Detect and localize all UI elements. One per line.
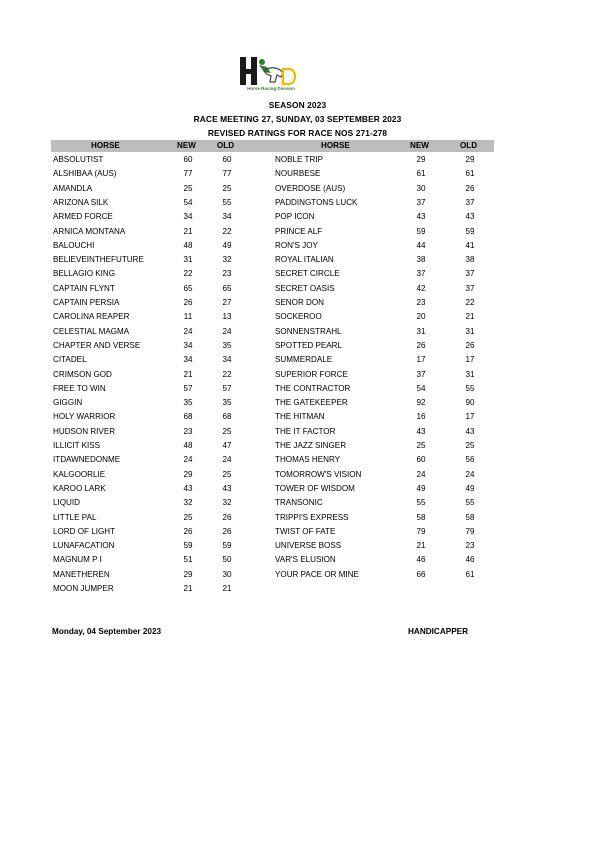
new-rating: 21 — [183, 369, 193, 379]
new-rating: 29 — [183, 469, 193, 479]
horse-name: SUMMERDALE — [275, 355, 333, 365]
old-rating: 22 — [222, 226, 232, 236]
new-rating: 24 — [416, 469, 426, 479]
new-rating: 38 — [416, 255, 426, 265]
table-row — [51, 155, 494, 169]
horse-name: SOCKEROO — [275, 312, 322, 322]
table-row — [51, 584, 494, 598]
horse-name: SONNENSTRAHL — [275, 326, 342, 336]
horse-name: LITTLE PAL — [53, 512, 97, 522]
old-rating: 55 — [465, 383, 475, 393]
new-rating: 51 — [183, 555, 193, 565]
old-rating: 43 — [465, 426, 475, 436]
table-row — [51, 455, 494, 469]
new-rating: 26 — [183, 298, 193, 307]
table-row — [51, 198, 494, 212]
season-heading: SEASON 2023 — [268, 100, 327, 110]
table-row — [51, 241, 494, 255]
new-rating: 35 — [183, 398, 193, 408]
new-rating: 26 — [183, 526, 193, 536]
table-row — [51, 169, 494, 183]
col-new-right: NEW — [410, 141, 429, 150]
old-rating: 41 — [465, 240, 475, 250]
col-new-left: NEW — [177, 141, 196, 150]
horse-name: CHAPTER AND VERSE — [53, 340, 141, 350]
new-rating: 23 — [183, 426, 193, 436]
table-row — [51, 527, 494, 541]
old-rating: 24 — [222, 455, 232, 465]
horse-name: HUDSON RIVER — [53, 426, 116, 436]
horse-name: MOON JUMPER — [53, 584, 114, 593]
table-row — [51, 370, 494, 384]
handicapper-signature: HANDICAPPER — [408, 627, 469, 636]
horse-name: PADDINGTONS LUCK — [275, 197, 358, 207]
new-rating: 37 — [416, 197, 426, 207]
new-rating: 17 — [416, 355, 426, 365]
old-rating: 61 — [465, 169, 475, 179]
horse-name: SECRET OASIS — [275, 283, 335, 293]
table-row — [51, 398, 494, 412]
col-horse-right: HORSE — [321, 141, 350, 150]
new-rating: 79 — [416, 526, 426, 536]
col-horse-left: HORSE — [91, 141, 120, 150]
new-rating: 25 — [183, 183, 193, 193]
horse-name: VAR'S ELUSION — [275, 555, 336, 565]
old-rating: 23 — [222, 269, 232, 279]
new-rating: 25 — [416, 441, 426, 450]
old-rating: 27 — [222, 298, 232, 307]
old-rating: 25 — [222, 426, 232, 436]
table-row — [51, 484, 494, 498]
new-rating: 16 — [416, 412, 426, 422]
horse-name: THE HITMAN — [275, 412, 325, 422]
horse-name: ARMED FORCE — [53, 212, 113, 222]
new-rating: 43 — [416, 212, 426, 222]
new-rating: 49 — [416, 483, 426, 493]
new-rating: 32 — [183, 498, 193, 508]
horse-name: ILLICIT KISS — [53, 441, 101, 450]
logo-subtitle: Horse Racing Division — [247, 86, 295, 91]
new-rating: 65 — [183, 283, 193, 293]
horse-name: BELLAGIO KING — [53, 269, 116, 279]
old-rating: 37 — [465, 283, 475, 293]
horse-name: BELIEVEINTHEFUTURE — [53, 255, 144, 265]
old-rating: 61 — [465, 569, 475, 579]
old-rating: 32 — [222, 498, 232, 508]
horse-name: TRIPPI'S EXPRESS — [275, 512, 349, 522]
horse-name: KALGOORLIE — [53, 469, 106, 479]
table-header — [51, 140, 494, 152]
horse-name: GIGGIN — [53, 398, 83, 408]
horse-name: MANETHEREN — [53, 569, 110, 579]
old-rating: 31 — [465, 326, 475, 336]
new-rating: 34 — [183, 212, 193, 222]
table-row — [51, 427, 494, 441]
horse-name: TOMORROW'S VISION — [275, 469, 362, 479]
horse-name: ROYAL ITALIAN — [275, 255, 334, 265]
ratings-table — [51, 140, 494, 593]
table-row — [51, 327, 494, 341]
horse-name: CAPTAIN PERSIA — [53, 298, 120, 307]
horse-name: THE CONTRACTOR — [275, 383, 351, 393]
new-rating: 59 — [416, 226, 426, 236]
old-rating: 34 — [222, 212, 232, 222]
horse-name: CELESTIAL MAGMA — [53, 326, 130, 336]
old-rating: 56 — [465, 455, 475, 465]
table-row — [51, 227, 494, 241]
new-rating: 92 — [416, 398, 426, 408]
horse-name: UNIVERSE BOSS — [275, 541, 342, 551]
old-rating: 60 — [222, 155, 232, 164]
new-rating: 48 — [183, 240, 193, 250]
horse-name: HOLY WARRIOR — [53, 412, 116, 422]
new-rating: 24 — [183, 326, 193, 336]
new-rating: 31 — [416, 326, 426, 336]
old-rating: 17 — [465, 355, 475, 365]
new-rating: 11 — [183, 312, 193, 322]
new-rating: 42 — [416, 283, 426, 293]
table-row — [51, 384, 494, 398]
old-rating: 55 — [465, 498, 475, 508]
horse-name: LIQUID — [53, 498, 80, 508]
old-rating: 49 — [222, 240, 232, 250]
horse-name: CRIMSON GOD — [53, 369, 112, 379]
horse-name: THE JAZZ SINGER — [275, 441, 347, 450]
horse-name: OVERDOSE (AUS) — [275, 183, 346, 193]
new-rating: 54 — [183, 197, 193, 207]
new-rating: 46 — [416, 555, 426, 565]
horse-name: NOURBESE — [275, 169, 321, 179]
old-rating: 58 — [465, 512, 475, 522]
old-rating: 38 — [465, 255, 475, 265]
old-rating: 29 — [465, 155, 475, 164]
old-rating: 55 — [222, 197, 232, 207]
old-rating: 59 — [222, 541, 232, 551]
new-rating: 21 — [183, 226, 193, 236]
report-date: Monday, 04 September 2023 — [52, 627, 162, 636]
table-row — [51, 498, 494, 512]
table-row — [51, 255, 494, 269]
new-rating: 43 — [183, 483, 193, 493]
old-rating: 21 — [465, 312, 475, 322]
horse-name: AMANDLA — [53, 183, 93, 193]
table-row — [51, 513, 494, 527]
old-rating: 79 — [465, 526, 475, 536]
horse-name: TRANSONIC — [275, 498, 323, 508]
new-rating: 44 — [416, 240, 426, 250]
horse-name: SUPERIOR FORCE — [275, 369, 348, 379]
horse-name: THE GATEKEEPER — [275, 398, 348, 408]
old-rating: 65 — [222, 283, 232, 293]
new-rating: 22 — [183, 269, 193, 279]
new-rating: 29 — [416, 155, 426, 164]
horse-name: SPOTTED PEARL — [275, 340, 343, 350]
new-rating: 66 — [416, 569, 426, 579]
old-rating: 26 — [465, 183, 475, 193]
old-rating: 37 — [465, 269, 475, 279]
old-rating: 32 — [222, 255, 232, 265]
horse-name: LORD OF LIGHT — [53, 526, 116, 536]
table-row — [51, 355, 494, 369]
horse-name: ABSOLUTIST — [53, 155, 104, 164]
new-rating: 21 — [183, 584, 193, 593]
old-rating: 37 — [465, 197, 475, 207]
old-rating: 43 — [465, 212, 475, 222]
horse-name: NOBLE TRIP — [275, 155, 323, 164]
signature-mark: ` — [420, 640, 422, 646]
new-rating: 68 — [183, 412, 193, 422]
table-row — [51, 298, 494, 312]
old-rating: 25 — [465, 441, 475, 450]
old-rating: 30 — [222, 569, 232, 579]
horse-name: LUNAFACATION — [53, 541, 115, 551]
new-rating: 55 — [416, 498, 426, 508]
horse-name: PRINCE ALF — [275, 226, 323, 236]
old-rating: 26 — [465, 340, 475, 350]
horse-name: SENOR DON — [275, 298, 325, 307]
old-rating: 31 — [465, 369, 475, 379]
horse-name: ARIZONA SILK — [53, 197, 109, 207]
old-rating: 43 — [222, 483, 232, 493]
new-rating: 61 — [416, 169, 426, 179]
old-rating: 35 — [222, 398, 232, 408]
old-rating: 26 — [222, 526, 232, 536]
old-rating: 47 — [222, 441, 232, 450]
old-rating: 25 — [222, 469, 232, 479]
new-rating: 29 — [183, 569, 193, 579]
table-row — [51, 470, 494, 484]
table-row — [51, 570, 494, 584]
new-rating: 34 — [183, 340, 193, 350]
old-rating: 26 — [222, 512, 232, 522]
new-rating: 48 — [183, 441, 193, 450]
horse-name: POP ICON — [275, 212, 315, 222]
new-rating: 23 — [416, 298, 426, 307]
horse-name: CAROLINA REAPER — [53, 312, 130, 322]
new-rating: 59 — [183, 541, 193, 551]
new-rating: 24 — [183, 455, 193, 465]
horse-name: YOUR PACE OR MINE — [275, 569, 359, 579]
table-row — [51, 212, 494, 226]
old-rating: 77 — [222, 169, 232, 179]
new-rating: 60 — [183, 155, 193, 164]
new-rating: 57 — [183, 383, 193, 393]
old-rating: 35 — [222, 340, 232, 350]
horse-name: FREE TO WIN — [53, 383, 106, 393]
new-rating: 54 — [416, 383, 426, 393]
table-row — [51, 441, 494, 455]
new-rating: 60 — [416, 455, 426, 465]
new-rating: 31 — [183, 255, 193, 265]
old-rating: 50 — [222, 555, 232, 565]
horse-name: BALOUCHI — [53, 240, 95, 250]
col-old-right: OLD — [460, 141, 478, 150]
horse-name: TOWER OF WISDOM — [275, 483, 355, 493]
old-rating: 23 — [465, 541, 475, 551]
new-rating: 37 — [416, 269, 426, 279]
table-row — [51, 412, 494, 426]
horse-name: ARNICA MONTANA — [53, 226, 126, 236]
table-row — [51, 284, 494, 298]
col-old-left: OLD — [217, 141, 235, 150]
horse-name: KAROO LARK — [53, 483, 106, 493]
old-rating: 90 — [465, 398, 475, 408]
ratings-title: REVISED RATINGS FOR RACE NOS 271-278 — [207, 128, 388, 138]
old-rating: 24 — [222, 326, 232, 336]
horse-name: CITADEL — [53, 355, 87, 365]
new-rating: 26 — [416, 340, 426, 350]
old-rating: 57 — [222, 383, 232, 393]
old-rating: 49 — [465, 483, 475, 493]
table-row — [51, 312, 494, 326]
old-rating: 13 — [222, 312, 232, 322]
table-row — [51, 541, 494, 555]
horse-name: THOMAS HENRY — [275, 455, 341, 465]
table-row — [51, 341, 494, 355]
new-rating: 43 — [416, 426, 426, 436]
new-rating: 20 — [416, 312, 426, 322]
meeting-heading: RACE MEETING 27, SUNDAY, 03 SEPTEMBER 2023 — [193, 114, 402, 124]
new-rating: 21 — [416, 541, 426, 551]
horse-name: THE IT FACTOR — [275, 426, 336, 436]
horse-name: SECRET CIRCLE — [275, 269, 340, 279]
old-rating: 34 — [222, 355, 232, 365]
old-rating: 46 — [465, 555, 475, 565]
old-rating: 21 — [222, 584, 232, 593]
horse-name: TWIST OF FATE — [275, 526, 336, 536]
horse-name: ITDAWNEDONME — [53, 455, 121, 465]
table-row — [51, 555, 494, 569]
new-rating: 77 — [183, 169, 193, 179]
horse-name: ALSHIBAA (AUS) — [53, 169, 117, 179]
old-rating: 25 — [222, 183, 232, 193]
old-rating: 24 — [465, 469, 475, 479]
horse-name: RON'S JOY — [275, 240, 318, 250]
old-rating: 59 — [465, 226, 475, 236]
old-rating: 22 — [465, 298, 475, 307]
horse-name: CAPTAIN FLYNT — [53, 283, 115, 293]
new-rating: 37 — [416, 369, 426, 379]
old-rating: 17 — [465, 412, 475, 422]
old-rating: 68 — [222, 412, 232, 422]
new-rating: 30 — [416, 183, 426, 193]
new-rating: 34 — [183, 355, 193, 365]
new-rating: 58 — [416, 512, 426, 522]
table-row — [51, 184, 494, 198]
horse-name: MAGNUM P I — [53, 555, 102, 565]
old-rating: 22 — [222, 369, 232, 379]
new-rating: 25 — [183, 512, 193, 522]
table-row — [51, 269, 494, 283]
